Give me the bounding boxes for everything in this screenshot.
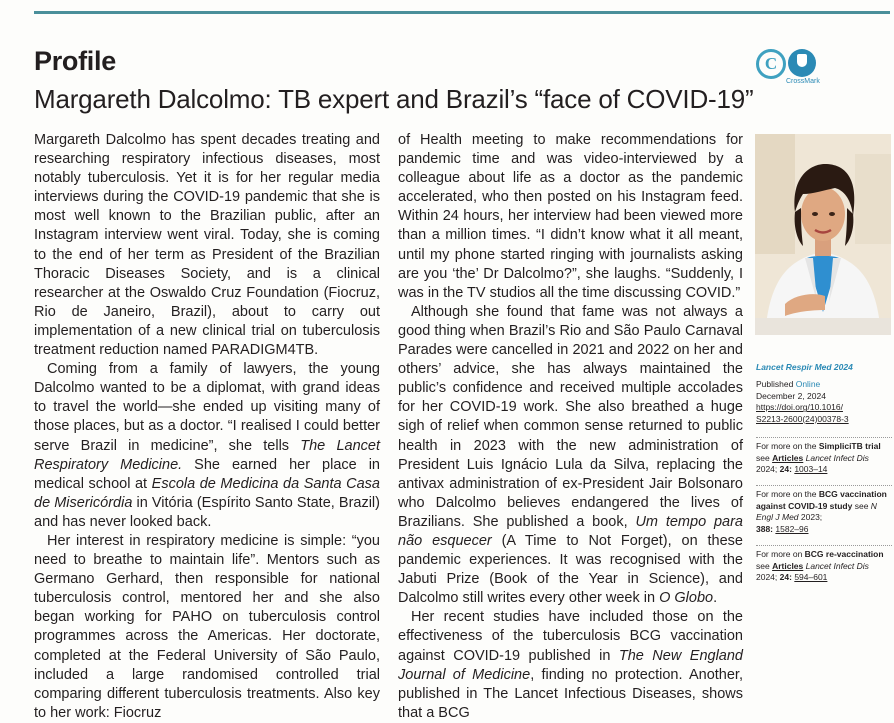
section-label: Profile (34, 46, 116, 76)
sidebar-divider (756, 437, 892, 438)
note-bcg-covid: For more on the BCG vaccination against COVID-19 study see N Engl J Med 2023; 388: 1582–96 (756, 489, 887, 534)
sidebar-divider (756, 545, 892, 546)
articles-link[interactable]: Articles (772, 560, 804, 571)
publication-info: Published Online December 2, 2024 https://doi.org/10.1016/ S2213-2600(24)00378-3 (756, 379, 892, 425)
pages-link[interactable]: 1003–14 (794, 464, 828, 475)
pages-link[interactable]: 594–601 (794, 572, 828, 583)
articles-link[interactable]: Articles (772, 452, 804, 463)
paragraph: Although she found that fame was not always a good thing when Brazil’s Rio and São Paulo Carnaval Parades were cancelled in 2021 and 2022 on her and others’ advice, she has always maintained the public’s confidence and received multiple accolades for her COVID-19 work. She also breathed a huge sigh of relief when common sense returned to public health in 2023 with the new administration of President Luis Ignácio Lula da Silva, replacing the antivax administration of ex-President Jair Bolsonaro who Dalcolmo believes endangered the lives of Brazilians. She published a book, Um tempo para não esquecer (A Time to Not Forget), on these pandemic experiences. It was recognised with the Jabuti Prize (Book of the Year in Science), and Dalcolmo still writes every other week in O Globo. (398, 303, 743, 607)
paragraph: Her recent studies have included those on the effectiveness of the tuberculosis BCG vaccination against COVID-19 published in The New England Journal of Medicine, finding no protection. Another, published in The Lancet Infectious Diseases, shows that a BCG (398, 609, 743, 721)
portrait-illustration (755, 134, 891, 335)
crossmark-icon[interactable] (788, 49, 816, 77)
body-column-2 (398, 131, 743, 723)
paragraph: Her interest in respiratory medicine is simple: “you need to breathe to maintain life”. Mentors such as Germano Gerhard, then responsible for national tuberculosis control, mentored her and she also began working for PAHO on tuberculosis control programmes across the Americas. Her doctorate, completed at the Federal University of São Paulo, included a large randomised controlled trial comparing different tuberculosis treatments. Also key to her work: Fiocruz (34, 532, 380, 721)
article-title: Margareth Dalcolmo: TB expert and Brazil’s “face of COVID-19” (34, 84, 754, 114)
paragraph: Margareth Dalcolmo has spent decades treating and researching respiratory infectious diseases, most notably tuberculosis. Yet it is for her regular media interviews during the COVID-19 pandemic that she is most well known to the Brazilian public, after an Instagram interview went viral. Today, she is coming to the end of her term as President of the Brazilian Thoracic Diseases Society, and is a clinical researcher at the Oswaldo Cruz Foundation (Fiocruz, Rio de Janeiro, Brazil), about to carry out implementation of a new clinical trial on tuberculosis treatment reduction named PARADIGM4TB. (34, 132, 380, 359)
open-access-icon[interactable]: C (756, 49, 786, 79)
body-column-1 (34, 131, 380, 723)
logos (756, 49, 820, 87)
doi-link-cont[interactable]: S2213-2600(24)00378-3 (756, 413, 849, 424)
doi-link[interactable]: https://doi.org/10.1016/ (756, 402, 843, 413)
crossmark-label: CrossMark (786, 78, 820, 85)
top-rule (34, 11, 890, 14)
paragraph: of Health meeting to make recommendations for pandemic time and was video-interviewed by a colleague about life as a doctor as the pandemic accelerated, who then posted on his Instagram feed. Within 24 hours, her interview had been viewed more than a million times. “I didn’t know what it all meant, until my phone started ringing with journalists asking are you ‘the’ Dr Dalcolmo?”, she laughs. “Suddenly, I was in the TV studios all the time discussing COVID.” (398, 132, 743, 301)
note-bcg-revaccination: For more on BCG re-vaccination see Articles Lancet Infect Dis 2024; 24: 594–601 (756, 549, 884, 583)
sidebar-divider (756, 485, 892, 486)
journal-citation: Lancet Respir Med 2024 (756, 362, 853, 372)
pages-link[interactable]: 1582–96 (775, 523, 809, 534)
paragraph: Coming from a family of lawyers, the young Dalcolmo wanted to be a diplomat, with grand ideas to travel the world—she ended up visiting many of those places, but as a doctor. “I realised I could better serve Brazil in medicine”, she tells The Lancet Respiratory Medicine. She earned her place in medical school at Escola de Medicina da Santa Casa de Misericórdia in Vitória (Espírito Santo State, Brazil) and has never looked back. (34, 361, 380, 530)
portrait-photo (755, 134, 891, 335)
note-simplicitb: For more on the SimpliciTB trial see Articles Lancet Infect Dis 2024; 24: 1003–14 (756, 441, 881, 475)
